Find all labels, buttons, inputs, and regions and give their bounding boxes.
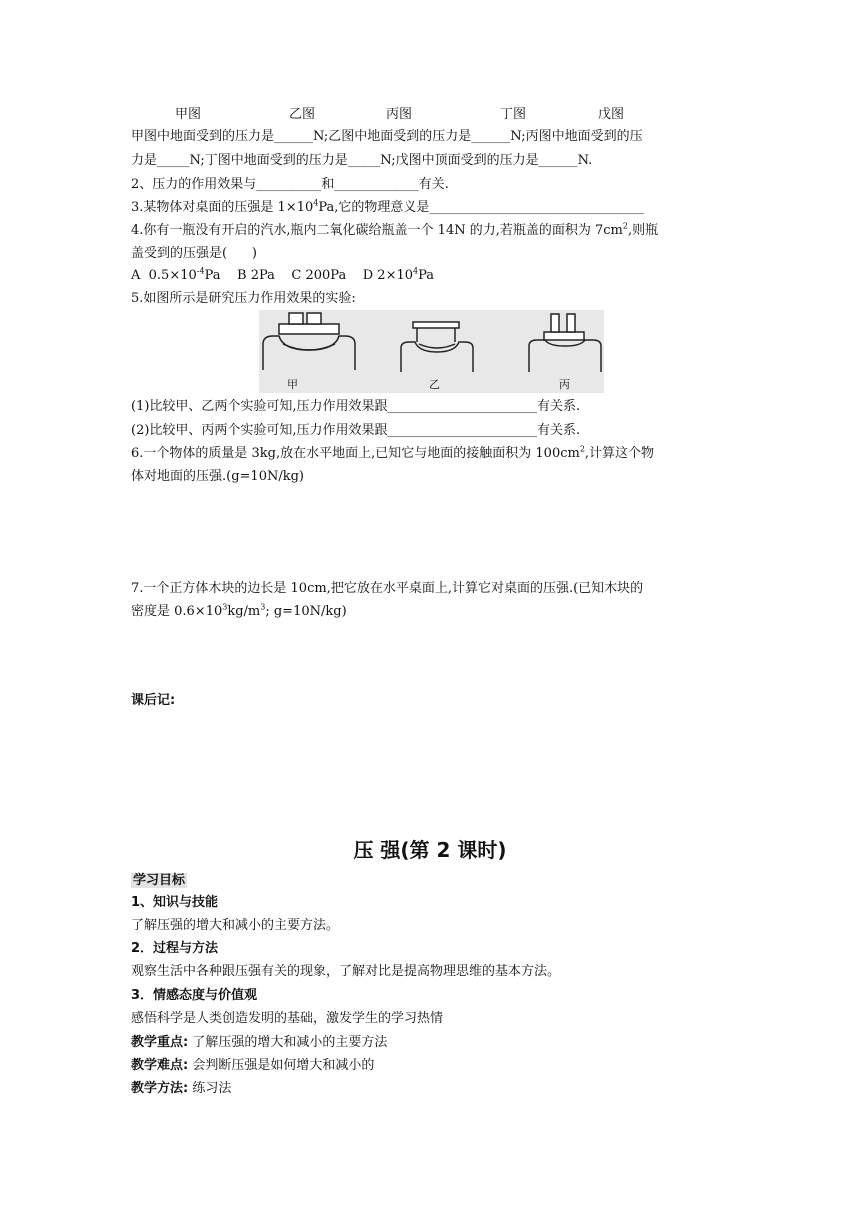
question-5: 5.如图所示是研究压力作用效果的实验: <box>131 291 356 306</box>
experiment-label-jia: 甲 <box>287 378 298 391</box>
question-7-line-2: 密度是 $0.6\times 10^3kg/m^3$; g=10N/kg) <box>131 602 347 619</box>
key-point-label: 教学重点: <box>131 1035 189 1050</box>
figure-label-bing: 丙图 <box>386 107 413 122</box>
figure-label-wu: 戊图 <box>598 107 625 122</box>
question-6-line-1: 6.一个物体的质量是 3kg,放在水平地面上,已知它与地面的接触面积为 $100cm^2$,计算这个物 <box>131 444 655 461</box>
question-3: 3.某物体对桌面的压强是 $1\times 10^4Pa$,它的物理意义是_________________________________ <box>131 198 644 215</box>
question-6-line-2: 体对地面的压强.(g=10N/kg) <box>131 469 304 484</box>
question-5-part-2: (2)比较甲、丙两个实验可知,压力作用效果跟_______________________有关系. <box>131 423 581 438</box>
difficulty-label: 教学难点: <box>131 1058 189 1073</box>
experiment-label-bing: 丙 <box>559 378 570 391</box>
question-4-options: A $0.5\times 10^{-4}Pa$ B 2Pa C 200Pa D $2\times 10^4Pa$ <box>131 266 435 283</box>
objectives-heading: 学习目标 <box>133 873 186 888</box>
experiment-label-yi: 乙 <box>429 378 440 391</box>
section-3-text: 感悟科学是人类创造发明的基础，激发学生的学习热情 <box>131 1011 444 1026</box>
question-5-part-1: (1)比较甲、乙两个实验可知,压力作用效果跟_______________________有关系. <box>131 399 581 414</box>
section-1-text: 了解压强的增大和减小的主要方法。 <box>131 918 340 933</box>
section-2-text: 观察生活中各种跟压强有关的现象，了解对比是提高物理思维的基本方法。 <box>131 964 561 979</box>
figure-label-ding: 丁图 <box>500 107 527 122</box>
method-label: 教学方法: <box>131 1081 189 1096</box>
teaching-method: 教学方法: 练习法 <box>131 1081 232 1096</box>
question-4-line-1: 4.你有一瓶没有开启的汽水,瓶内二氧化碳给瓶盖一个 14N 的力,若瓶盖的面积为 $7cm^2$,则瓶 <box>131 221 659 238</box>
after-class-notes: 课后记: <box>131 693 176 708</box>
question-4-line-2: 盖受到的压强是( ) <box>131 246 257 261</box>
difficulty: 教学难点: 会判断压强是如何增大和减小的 <box>131 1058 375 1073</box>
question-2: 2、压力的作用效果与__________和_____________有关. <box>131 177 449 192</box>
section-3-heading: 3．情感态度与价值观 <box>131 988 258 1003</box>
question-7-line-1: 7.一个正方体木块的边长是 10cm,把它放在水平桌面上,计算它对桌面的压强.(已知木块的 <box>131 581 644 596</box>
section-1-heading: 1、知识与技能 <box>131 895 219 910</box>
figure-label-jia: 甲图 <box>175 107 202 122</box>
lesson-title: 压 强(第 2 课时) <box>353 838 507 862</box>
question-1-line-1: 甲图中地面受到的压力是______N;乙图中地面受到的压力是______N;丙图中地面受到的压 <box>131 129 643 144</box>
figure-label-yi: 乙图 <box>289 107 316 122</box>
key-point: 教学重点: 了解压强的增大和减小的主要方法 <box>131 1035 388 1050</box>
pressure-experiment-figure <box>259 310 604 393</box>
question-1-line-2: 力是_____N;丁图中地面受到的压力是_____N;戊图中顶面受到的压力是______N. <box>131 153 593 168</box>
section-2-heading: 2．过程与方法 <box>131 941 219 956</box>
